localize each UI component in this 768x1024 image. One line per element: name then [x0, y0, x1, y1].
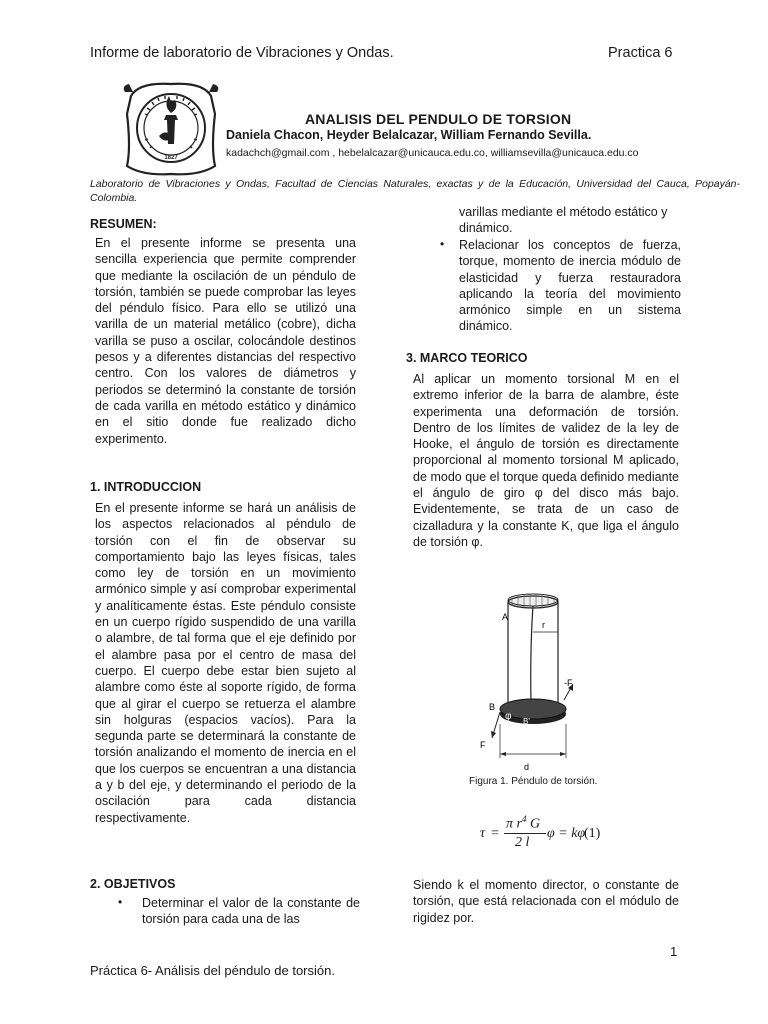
eq-tau: τ — [480, 826, 486, 841]
intro-text: En el presente informe se hará un análisis de los aspectos relacionados al péndulo de torsión con el fin de observar su comportamiento bajo las leyes físicas, tales como ley de torsión en un movimiento armónico simple y así comprobar experimental y analíticamente éstas. Este péndulo consiste en un cuerpo rígido suspendido de una varilla o alambre, de tal forma que el eje definido por el alambre pasa por el centro de masa del cuerpo. El cuerpo debe estar bien sujeto al alambre como éste al soporte rígido, de forma que al girar el cuerpo se retuerza el alambre sin holguras (espacios vacíos). Para la segunda parte se determinará la constante de torsión analizando el momento de inercia en el que los cuerpos se encuentran a una distancia a y b del eje, y determinando el periodo de la oscilación para cada distancia respectivamente. — [95, 501, 356, 825]
eq-ref: (1) — [584, 826, 601, 841]
label-phi: φ — [505, 711, 512, 722]
eq-numerator: π $r^4$ G — [506, 814, 541, 832]
label-r: r — [542, 620, 545, 630]
university-seal-logo — [119, 78, 223, 178]
paper-title: ANALISIS DEL PENDULO DE TORSION — [305, 111, 572, 127]
torsion-pendulum-figure — [478, 588, 588, 776]
footer: Práctica 6- Análisis del péndulo de torsión. — [90, 963, 335, 978]
objetivos-heading: 2. OBJETIVOS — [90, 877, 176, 891]
intro-heading: 1. INTRODUCCION — [90, 480, 202, 494]
label-a: A — [502, 612, 509, 622]
bullet-marker: • — [440, 237, 445, 251]
header-left: Informe de laboratorio de Vibraciones y Ondas. — [90, 45, 394, 61]
objetivo-2: Relacionar los conceptos de fuerza, torque, momento de inercia módulo de elasticidad y fuerza restauradora aplicando la teoría del movimiento armónico simple en un sistema dinámico. — [459, 238, 681, 334]
label-f: F — [480, 740, 486, 750]
eq-denominator: 2 l — [515, 835, 530, 850]
label-b: B — [489, 702, 496, 712]
torsion-equation — [480, 814, 610, 856]
page-number: 1 — [670, 944, 678, 959]
header-right: Practica 6 — [608, 45, 673, 61]
resumen-text: En el presente informe se presenta una sencilla experiencia que permite comprender que mediante la oscilación de un péndulo de torsión, también se puede comprobar las leyes del péndulo físico. Para ello se utilizó una varilla de un material metálico (cobre), dicha varilla se puso a oscilar, colocándole destinos pesos y a diferentes distancias del respectivo centro. Con los valores de diámetros y periodos se determinó la constante de torsión de cada varilla en método estático y dinámico en el sitio donde fue realizado dicho experimento. — [95, 236, 356, 446]
bullet-marker: • — [118, 895, 123, 909]
marco-heading: 3. MARCO TEORICO — [406, 351, 528, 365]
resumen-heading: RESUMEN: — [90, 217, 157, 231]
objetivo-1: Determinar el valor de la constante de torsión para cada una de las — [142, 896, 360, 927]
svg-text:1827: 1827 — [164, 155, 178, 161]
marco-text: Al aplicar un momento torsional M en el extremo inferior de la barra de alambre, éste experimenta una deformación de torsión. Dentro de los límites de validez de la ley de Hooke, el ángulo de torsión es directamente proporcional al momento torsional M aplicado, de modo que el torque queda definido mediante el ángulo de giro φ del disco más bajo. Evidentemente, se trata de un caso de cizalladura y la constante K, que liga el ángulo de torsión φ. — [413, 372, 679, 549]
label-neg-f: -F — [564, 678, 573, 688]
author-emails: kadachch@gmail.com , hebelalcazar@unicauca.edu.co, williamsevilla@unicauca.edu.co — [226, 147, 639, 159]
label-b-prime: B' — [523, 717, 530, 726]
after-equation-text: Siendo k el momento director, o constante de torsión, que está relacionada con el módulo de rigidez por. — [413, 878, 679, 925]
eq-rhs: φ = kφ — [547, 826, 586, 841]
label-d: d — [524, 762, 530, 772]
authors: Daniela Chacon, Heyder Belalcazar, William Fernando Sevilla. — [226, 128, 592, 142]
figure-caption: Figura 1. Péndulo de torsión. — [469, 776, 598, 787]
eq-fraction-bar — [504, 833, 546, 834]
eq-equals: = — [491, 826, 499, 841]
objetivo-1-continued: varillas mediante el método estático y dinámico. — [459, 205, 668, 236]
affiliation: Laboratorio de Vibraciones y Ondas, Facultad de Ciencias Naturales, exactas y de la Educación, Universidad del Cauca, Popayán-Colombia. — [90, 178, 740, 204]
